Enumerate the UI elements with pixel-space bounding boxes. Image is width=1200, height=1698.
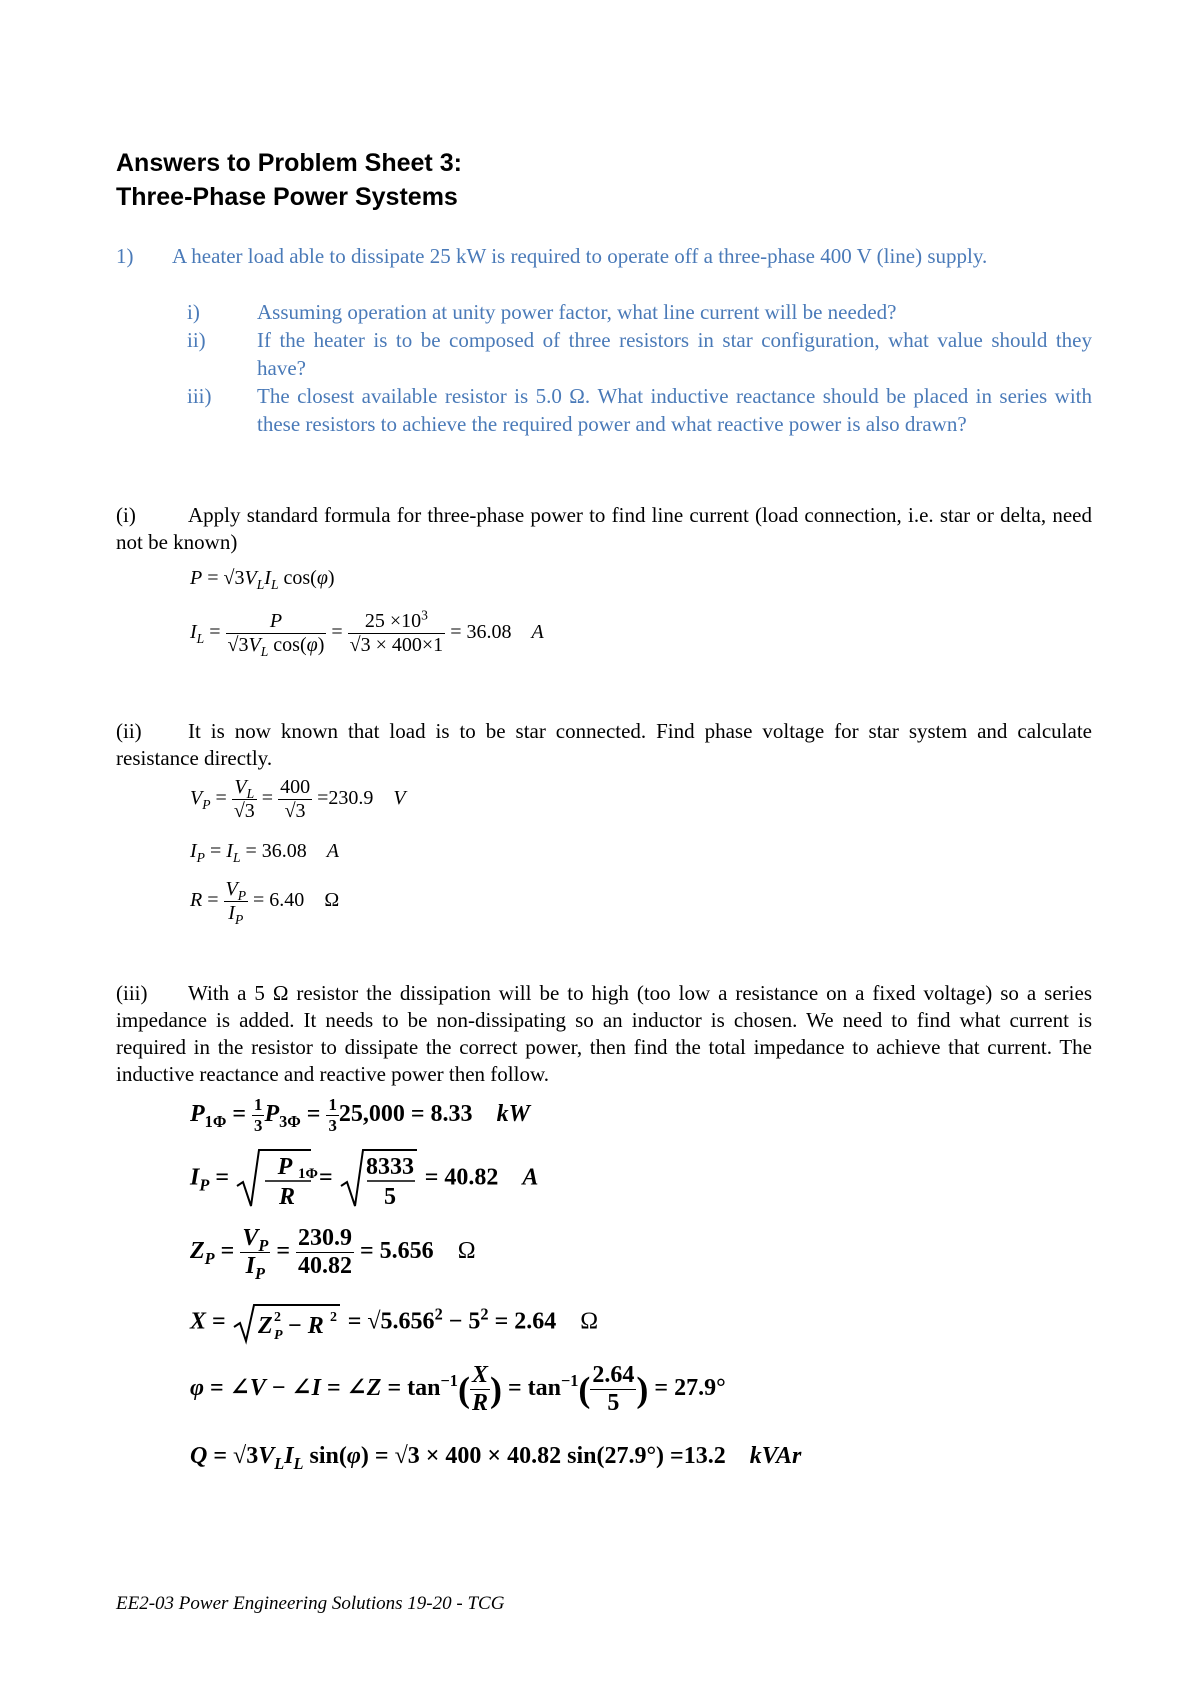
question-number: 1)	[116, 244, 134, 268]
root-sign-icon	[232, 1303, 342, 1343]
equation-result: = 36.08	[245, 840, 307, 862]
equation-result: = 36.08	[450, 621, 512, 644]
question-part-label: iii)	[187, 384, 212, 408]
equation-unit: Ω	[457, 1238, 476, 1265]
svg-text:1Φ: 1Φ	[298, 1166, 318, 1182]
page-title-line2: Three-Phase Power Systems	[116, 183, 458, 211]
equation-unit: Ω	[580, 1308, 599, 1335]
answer-part-text: With a 5 Ω resistor the dissipation will be to high (too low a resistance on a fixed voltage) so a series impedance is added. It needs to be non-dissipating so an inductor is chosen. We need to find what current is required in the resistor to dissipate the correct power, then find the total impedance to achieve that current. The inductive reactance and reactive power then follow.	[116, 981, 1092, 1086]
svg-text:2: 2	[273, 1310, 281, 1325]
equation-result: 25,000 = 8.33	[338, 1101, 473, 1128]
root-sign-icon	[235, 1148, 318, 1210]
equation-phase-current: $I_P = I_L = 36.08$ A	[190, 840, 339, 865]
question-text: A heater load able to dissipate 25 kW is required to operate off a three-phase 400 V (line) supply.	[172, 244, 988, 268]
equation-unit: A	[326, 840, 339, 862]
equation-result: = 2.64	[494, 1308, 557, 1335]
svg-text:P: P	[277, 1154, 293, 1180]
question-part-text: If the heater is to be composed of three resistors in star configuration, what value should they have?	[257, 328, 1092, 380]
equation-line-current: $I_L$ = $\frac{P}{√3V_L \cos(\varphi)}$ = $\frac{25 \times 10^3}{√3 \times 400\times 1}$ = 36.08 A	[190, 607, 544, 659]
equation-unit: Ω	[324, 889, 340, 912]
equation-result: = 40.82	[424, 1164, 499, 1191]
svg-text:8333: 8333	[365, 1154, 414, 1180]
answer-part-label: (ii)	[116, 719, 142, 743]
answer-part-label: (iii)	[116, 981, 148, 1005]
question-part-text: The closest available resistor is 5.0 Ω. What inductive reactance should be placed in series with these resistors to achieve the required power and what reactive power is also drawn?	[257, 384, 1092, 436]
equation-power: $P = √3V_LI_L$ cos(φ)	[190, 567, 335, 592]
equation-result: =230.9	[317, 787, 374, 810]
svg-text:Z: Z	[257, 1313, 273, 1339]
equation-result: =13.2	[670, 1443, 726, 1469]
equation-phase-angle: φ = ∠V − ∠I = ∠Z = $\tan^{-1}$( $\frac{X}{R}$ ) = $\tan^{-1}$( $\frac{2.64}{5}$ ) = 27.9°	[190, 1362, 726, 1416]
question-part-label: i)	[187, 300, 200, 324]
svg-text:− R: − R	[287, 1313, 324, 1339]
equation-result: = 27.9°	[654, 1375, 726, 1402]
equation-unit: A	[522, 1164, 539, 1191]
equation-reactance: X = Z 2 P − R 2 = $√5.656^2 - 5^2 = 2.64$ Ω	[190, 1304, 599, 1343]
equation-unit: kVAr	[749, 1443, 802, 1469]
equation-result: = 5.656	[360, 1238, 434, 1265]
equation-phase-voltage: $V_P$ = $\frac{V_L}{√3}$ = $\frac{400}{√3}$ =230.9 V	[190, 776, 406, 822]
page-footer: EE2-03 Power Engineering Solutions 19-20 - TCG	[116, 1593, 505, 1614]
svg-text:5: 5	[383, 1184, 396, 1210]
answer-part-text: It is now known that load is to be star connected. Find phase voltage for star system and calculate resistance directly.	[116, 719, 1092, 770]
equation-unit: A	[531, 621, 544, 644]
root-sign-icon	[339, 1148, 419, 1210]
equation-result: = 6.40	[253, 889, 305, 912]
answer-part-label: (i)	[116, 503, 136, 527]
equation-phase-current-iii: $I_P$ = P 1Φ R = 8333 5 = 40.82 A	[190, 1148, 538, 1210]
equation-reactive-power: $Q = √3V_LI_L$ sin(φ) = √3 × 400 × 40.82 sin(27.9°) =13.2 kVAr	[190, 1443, 802, 1473]
equation-resistance: R = $\frac{V_P}{I_P}$ = 6.40 Ω	[190, 878, 340, 927]
svg-text:R: R	[278, 1184, 296, 1210]
question-part-text: Assuming operation at unity power factor, what line current will be needed?	[257, 300, 897, 324]
equation-phase-impedance: $Z_P$ = $\frac{V_P}{I_P}$ = $\frac{230.9}{40.82}$ = 5.656 Ω	[190, 1225, 476, 1283]
answer-part-text: Apply standard formula for three-phase power to find line current (load connection, i.e. star or delta, need not be known)	[116, 503, 1092, 554]
equation-unit: kW	[496, 1101, 530, 1128]
equation-unit: V	[393, 787, 406, 810]
equation-phase-power: $P_{1\Phi}$ = $\frac{1}{3}$ $P_{3\Phi}$ = $\frac{1}{3}$ 25,000 = 8.33 kW	[190, 1095, 530, 1135]
page-title-line1: Answers to Problem Sheet 3:	[116, 149, 462, 177]
svg-text:2: 2	[329, 1310, 337, 1325]
svg-text:P: P	[273, 1328, 283, 1343]
question-part-label: ii)	[187, 328, 206, 352]
